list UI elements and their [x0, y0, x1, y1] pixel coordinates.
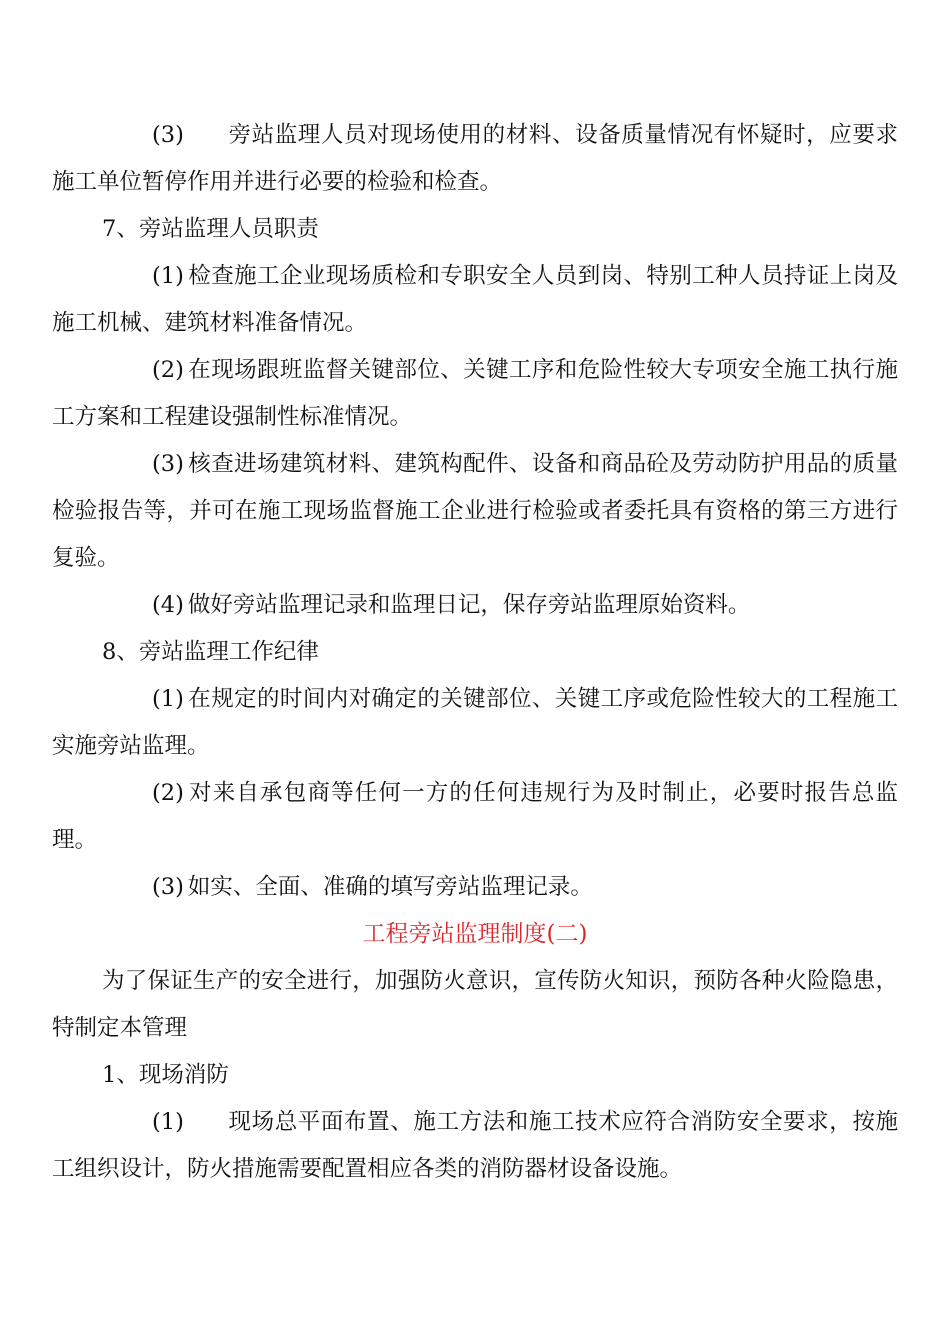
paragraph-text: 核查进场建筑材料、建筑构配件、设备和商品砼及劳动防护用品的质量检验报告等，并可在施工现场监督施工企业进行检验或者委托具有资格的第三方进行复验。: [52, 451, 898, 571]
item-number: (2): [152, 780, 184, 806]
paragraph: [52, 206, 898, 253]
item-number: (4): [152, 592, 184, 618]
item-number: (1): [152, 686, 184, 712]
paragraph: [52, 770, 898, 864]
paragraph-text: 在现场跟班监督关键部位、关键工序和危险性较大专项安全施工执行施工方案和工程建设强制性标准情况。: [52, 357, 898, 430]
paragraph-text: 现场总平面布置、施工方法和施工技术应符合消防安全要求，按施工组织设计，防火措施需要配置相应各类的消防器材设备设施。: [52, 1109, 898, 1182]
paragraph: [52, 112, 898, 206]
paragraph: [52, 1099, 898, 1193]
section-heading: 工程旁站监理制度(二): [362, 921, 588, 947]
item-number: (1): [152, 263, 184, 289]
paragraph: [52, 864, 898, 911]
paragraph-text: 检查施工企业现场质检和专职安全人员到岗、特别工种人员持证上岗及施工机械、建筑材料准备情况。: [52, 263, 898, 336]
paragraph: [52, 629, 898, 676]
item-number: (3): [152, 122, 184, 148]
paragraph: [52, 582, 898, 629]
paragraph-text: 对来自承包商等任何一方的任何违规行为及时制止，必要时报告总监理。: [52, 780, 898, 853]
paragraph-text: 1、现场消防: [102, 1062, 229, 1088]
section-duties: [52, 112, 898, 911]
paragraph: [52, 253, 898, 347]
item-number: (3): [152, 874, 184, 900]
paragraph: [52, 347, 898, 441]
paragraph-text: 7、旁站监理人员职责: [102, 216, 319, 242]
paragraph-text: 在规定的时间内对确定的关键部位、关键工序或危险性较大的工程施工实施旁站监理。: [52, 686, 898, 759]
item-number: (2): [152, 357, 184, 383]
paragraph: [52, 676, 898, 770]
document-page: [52, 112, 898, 1193]
paragraph-text: 旁站监理人员对现场使用的材料、设备质量情况有怀疑时，应要求施工单位暂停作用并进行必要的检验和检查。: [52, 122, 898, 195]
paragraph-text: 8、旁站监理工作纪律: [102, 639, 319, 665]
paragraph-text: 如实、全面、准确的填写旁站监理记录。: [187, 874, 593, 900]
paragraph: [52, 1052, 898, 1099]
item-number: (1): [152, 1109, 184, 1135]
paragraph-text: 做好旁站监理记录和监理日记，保存旁站监理原始资料。: [187, 592, 751, 618]
paragraph-text: 为了保证生产的安全进行，加强防火意识，宣传防火知识，预防各种火险隐患，特制定本管理: [52, 968, 898, 1041]
paragraph: [52, 441, 898, 582]
paragraph: [52, 958, 898, 1052]
item-number: (3): [152, 451, 184, 477]
section-fire-safety: [52, 958, 898, 1193]
